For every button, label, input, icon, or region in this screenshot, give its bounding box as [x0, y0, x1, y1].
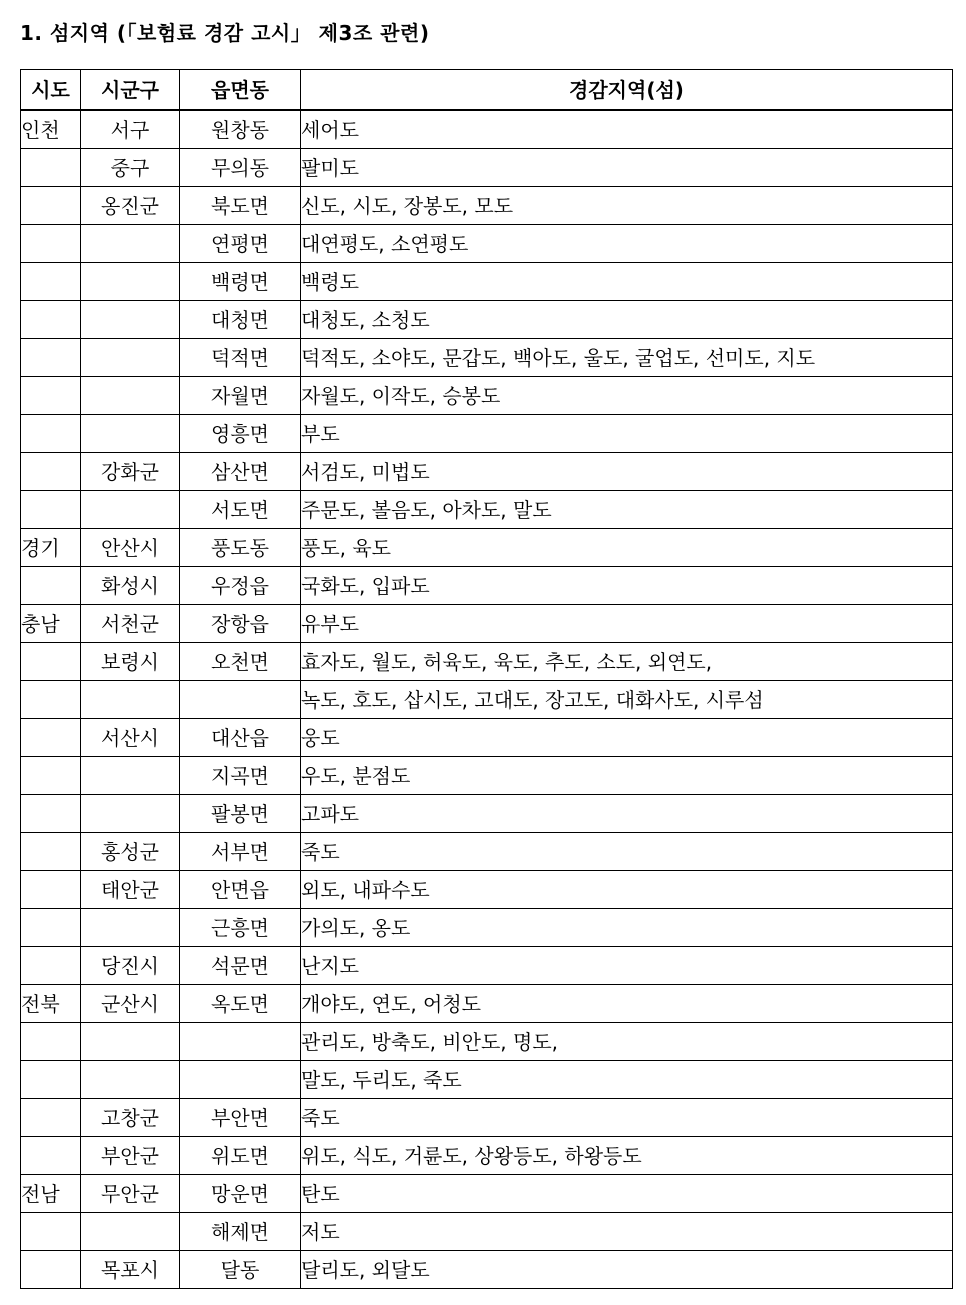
table-row	[21, 377, 953, 415]
cell-reduction-area: 세어도	[301, 110, 953, 149]
cell-eupmyeondong: 위도면	[180, 1137, 301, 1175]
cell-eupmyeondong: 오천면	[180, 643, 301, 681]
cell-sigungu	[81, 681, 180, 719]
cell-eupmyeondong: 백령면	[180, 263, 301, 301]
table-row	[21, 301, 953, 339]
table-row	[21, 529, 953, 567]
cell-sigungu: 서천군	[81, 605, 180, 643]
cell-eupmyeondong: 무의동	[180, 149, 301, 187]
cell-eupmyeondong: 대청면	[180, 301, 301, 339]
cell-sigungu: 군산시	[81, 985, 180, 1023]
cell-sido	[21, 947, 81, 985]
cell-sido	[21, 909, 81, 947]
cell-reduction-area: 녹도, 호도, 삽시도, 고대도, 장고도, 대화사도, 시루섬	[301, 681, 953, 719]
cell-sido	[21, 453, 81, 491]
cell-sigungu: 중구	[81, 149, 180, 187]
cell-sigungu	[81, 1213, 180, 1251]
cell-eupmyeondong: 안면읍	[180, 871, 301, 909]
cell-eupmyeondong: 근흥면	[180, 909, 301, 947]
table-row	[21, 110, 953, 149]
cell-eupmyeondong: 서도면	[180, 491, 301, 529]
table-row	[21, 567, 953, 605]
cell-eupmyeondong: 팔봉면	[180, 795, 301, 833]
table-header-row	[21, 70, 953, 111]
island-region-table	[20, 69, 953, 1289]
table-row	[21, 909, 953, 947]
table-row	[21, 263, 953, 301]
cell-reduction-area: 관리도, 방축도, 비안도, 명도,	[301, 1023, 953, 1061]
cell-reduction-area: 서검도, 미법도	[301, 453, 953, 491]
cell-reduction-area: 풍도, 육도	[301, 529, 953, 567]
cell-sido	[21, 491, 81, 529]
cell-eupmyeondong: 부안면	[180, 1099, 301, 1137]
cell-reduction-area: 우도, 분점도	[301, 757, 953, 795]
cell-sigungu: 홍성군	[81, 833, 180, 871]
table-row	[21, 1137, 953, 1175]
cell-sigungu: 옹진군	[81, 187, 180, 225]
cell-sido	[21, 301, 81, 339]
header-sido: 시도	[21, 70, 81, 111]
cell-reduction-area: 효자도, 월도, 허육도, 육도, 추도, 소도, 외연도,	[301, 643, 953, 681]
cell-reduction-area: 말도, 두리도, 죽도	[301, 1061, 953, 1099]
cell-sigungu: 강화군	[81, 453, 180, 491]
cell-sido: 인천	[21, 110, 81, 149]
cell-sigungu	[81, 301, 180, 339]
document-title: 1. 섬지역 (「보험료 경감 고시」 제3조 관련)	[20, 21, 430, 45]
cell-sido	[21, 567, 81, 605]
cell-sido	[21, 1251, 81, 1289]
cell-sido	[21, 757, 81, 795]
cell-eupmyeondong: 풍도동	[180, 529, 301, 567]
table-row	[21, 1175, 953, 1213]
cell-eupmyeondong	[180, 681, 301, 719]
cell-sido	[21, 719, 81, 757]
cell-sigungu	[81, 225, 180, 263]
cell-sido	[21, 1213, 81, 1251]
cell-reduction-area: 위도, 식도, 거륜도, 상왕등도, 하왕등도	[301, 1137, 953, 1175]
cell-sido: 충남	[21, 605, 81, 643]
table-row	[21, 187, 953, 225]
cell-eupmyeondong: 달동	[180, 1251, 301, 1289]
cell-sido	[21, 1137, 81, 1175]
cell-sido	[21, 681, 81, 719]
cell-reduction-area: 죽도	[301, 1099, 953, 1137]
cell-sido	[21, 339, 81, 377]
cell-sido	[21, 415, 81, 453]
cell-reduction-area: 부도	[301, 415, 953, 453]
cell-eupmyeondong	[180, 1061, 301, 1099]
cell-sigungu: 서산시	[81, 719, 180, 757]
cell-sido	[21, 225, 81, 263]
table-row	[21, 871, 953, 909]
cell-eupmyeondong: 원창동	[180, 110, 301, 149]
cell-reduction-area: 유부도	[301, 605, 953, 643]
table-row	[21, 719, 953, 757]
cell-reduction-area: 고파도	[301, 795, 953, 833]
table-row	[21, 757, 953, 795]
cell-reduction-area: 백령도	[301, 263, 953, 301]
header-eupmyeondong: 읍면동	[180, 70, 301, 111]
cell-sido	[21, 149, 81, 187]
cell-sido	[21, 1023, 81, 1061]
cell-sigungu	[81, 757, 180, 795]
table-row	[21, 1061, 953, 1099]
table-row	[21, 339, 953, 377]
cell-sigungu: 태안군	[81, 871, 180, 909]
cell-sido: 전북	[21, 985, 81, 1023]
cell-sigungu: 화성시	[81, 567, 180, 605]
cell-reduction-area: 대청도, 소청도	[301, 301, 953, 339]
cell-eupmyeondong: 우정읍	[180, 567, 301, 605]
cell-sido	[21, 871, 81, 909]
table-row	[21, 491, 953, 529]
cell-eupmyeondong: 영흥면	[180, 415, 301, 453]
cell-eupmyeondong: 장항읍	[180, 605, 301, 643]
cell-sigungu	[81, 263, 180, 301]
cell-sigungu	[81, 795, 180, 833]
cell-sigungu: 무안군	[81, 1175, 180, 1213]
cell-sido	[21, 1061, 81, 1099]
cell-sigungu: 보령시	[81, 643, 180, 681]
cell-eupmyeondong: 연평면	[180, 225, 301, 263]
cell-reduction-area: 신도, 시도, 장봉도, 모도	[301, 187, 953, 225]
header-reduction-area: 경감지역(섬)	[301, 70, 953, 111]
cell-sigungu	[81, 377, 180, 415]
cell-reduction-area: 덕적도, 소야도, 문갑도, 백아도, 울도, 굴업도, 선미도, 지도	[301, 339, 953, 377]
cell-sido	[21, 1099, 81, 1137]
table-row	[21, 225, 953, 263]
cell-sido	[21, 377, 81, 415]
cell-reduction-area: 주문도, 볼음도, 아차도, 말도	[301, 491, 953, 529]
cell-eupmyeondong: 삼산면	[180, 453, 301, 491]
cell-reduction-area: 가의도, 옹도	[301, 909, 953, 947]
cell-reduction-area: 난지도	[301, 947, 953, 985]
cell-sido	[21, 795, 81, 833]
cell-sigungu: 당진시	[81, 947, 180, 985]
table-row	[21, 415, 953, 453]
cell-reduction-area: 웅도	[301, 719, 953, 757]
header-sigungu: 시군구	[81, 70, 180, 111]
cell-reduction-area: 대연평도, 소연평도	[301, 225, 953, 263]
cell-sigungu	[81, 491, 180, 529]
cell-sido	[21, 833, 81, 871]
cell-reduction-area: 개야도, 연도, 어청도	[301, 985, 953, 1023]
cell-eupmyeondong: 지곡면	[180, 757, 301, 795]
table-row	[21, 1251, 953, 1289]
cell-reduction-area: 국화도, 입파도	[301, 567, 953, 605]
table-row	[21, 947, 953, 985]
cell-reduction-area: 탄도	[301, 1175, 953, 1213]
cell-eupmyeondong: 덕적면	[180, 339, 301, 377]
cell-sido	[21, 263, 81, 301]
cell-reduction-area: 죽도	[301, 833, 953, 871]
cell-eupmyeondong: 해제면	[180, 1213, 301, 1251]
table-row	[21, 1099, 953, 1137]
cell-sigungu	[81, 1061, 180, 1099]
table-row	[21, 795, 953, 833]
cell-sido: 전남	[21, 1175, 81, 1213]
cell-sido	[21, 643, 81, 681]
cell-eupmyeondong: 석문면	[180, 947, 301, 985]
table-row	[21, 1213, 953, 1251]
cell-sigungu	[81, 1023, 180, 1061]
cell-eupmyeondong	[180, 1023, 301, 1061]
table-row	[21, 985, 953, 1023]
cell-reduction-area: 저도	[301, 1213, 953, 1251]
table-row	[21, 149, 953, 187]
cell-sigungu	[81, 339, 180, 377]
cell-eupmyeondong: 자월면	[180, 377, 301, 415]
cell-reduction-area: 외도, 내파수도	[301, 871, 953, 909]
table-row	[21, 833, 953, 871]
cell-reduction-area: 달리도, 외달도	[301, 1251, 953, 1289]
table-row	[21, 1023, 953, 1061]
cell-reduction-area: 팔미도	[301, 149, 953, 187]
cell-sigungu: 고창군	[81, 1099, 180, 1137]
cell-sigungu: 서구	[81, 110, 180, 149]
table-row	[21, 605, 953, 643]
cell-eupmyeondong: 서부면	[180, 833, 301, 871]
cell-reduction-area: 자월도, 이작도, 승봉도	[301, 377, 953, 415]
table-row	[21, 453, 953, 491]
cell-sigungu: 안산시	[81, 529, 180, 567]
cell-eupmyeondong: 대산읍	[180, 719, 301, 757]
cell-sigungu	[81, 415, 180, 453]
cell-sigungu	[81, 909, 180, 947]
cell-sido: 경기	[21, 529, 81, 567]
cell-sigungu: 부안군	[81, 1137, 180, 1175]
cell-eupmyeondong: 옥도면	[180, 985, 301, 1023]
table-row	[21, 681, 953, 719]
table-body	[21, 110, 953, 1289]
table-row	[21, 643, 953, 681]
cell-sigungu: 목포시	[81, 1251, 180, 1289]
cell-eupmyeondong: 망운면	[180, 1175, 301, 1213]
cell-sido	[21, 187, 81, 225]
cell-eupmyeondong: 북도면	[180, 187, 301, 225]
